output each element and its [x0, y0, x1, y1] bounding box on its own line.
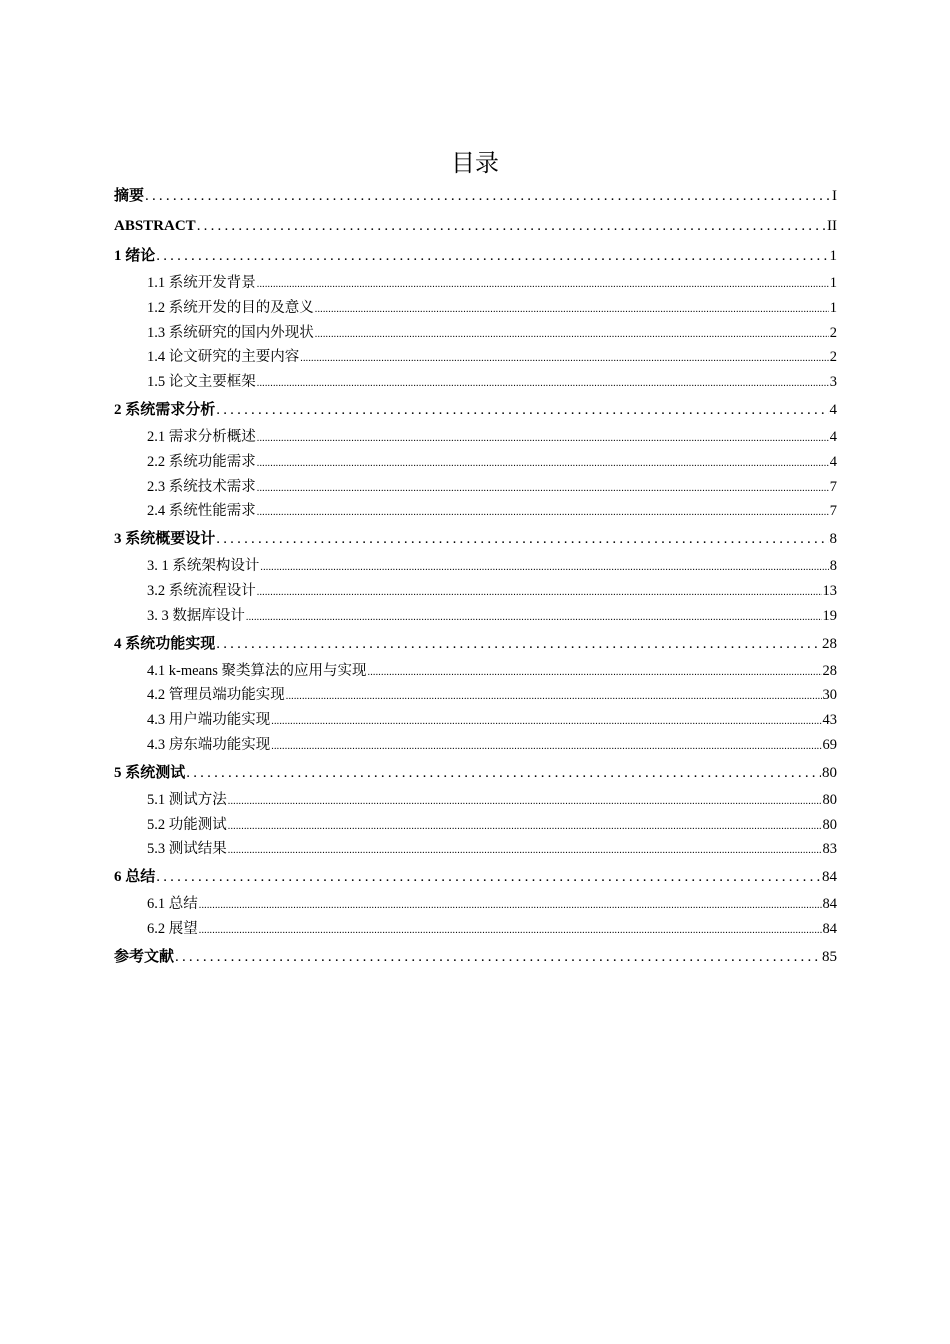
- dot-leader: [216, 630, 821, 659]
- dot-leader: [271, 710, 821, 735]
- toc-entry-page-number: 2: [829, 324, 837, 341]
- toc-entry-label: 5.2 功能测试: [147, 816, 227, 833]
- toc-entry-page-number: 28: [822, 662, 837, 679]
- toc-section-entry[interactable]: [114, 733, 837, 758]
- toc-entry-label: 2.3 系统技术需求: [147, 478, 256, 495]
- dot-leader: [228, 790, 822, 815]
- toc-section-entry[interactable]: [114, 604, 837, 629]
- toc-entry-label: 4.3 房东端功能实现: [147, 736, 271, 753]
- toc-section-entry[interactable]: [114, 659, 837, 684]
- toc-entry-page-number: 19: [822, 607, 837, 624]
- toc-section-entry[interactable]: [114, 321, 837, 346]
- toc-section-entry[interactable]: [114, 813, 837, 838]
- toc-section-entry[interactable]: [114, 271, 837, 296]
- toc-entry-label: 1.4 论文研究的主要内容: [147, 349, 300, 366]
- toc-section-entry[interactable]: [114, 917, 837, 942]
- dot-leader: [145, 182, 831, 211]
- toc-entry-label: 4 系统功能实现: [114, 635, 216, 652]
- toc-entry-label: 4.3 用户端功能实现: [147, 712, 271, 729]
- toc-entry-page-number: 8: [829, 531, 837, 548]
- toc-section-entry[interactable]: [114, 296, 837, 321]
- toc-chapter-entry[interactable]: [114, 212, 837, 241]
- dot-leader: [368, 661, 822, 686]
- dot-leader: [286, 685, 822, 710]
- toc-entry-label: 1.3 系统研究的国内外现状: [147, 324, 314, 341]
- dot-leader: [175, 943, 821, 972]
- toc-section-entry[interactable]: [114, 554, 837, 579]
- toc-entry-page-number: 7: [829, 503, 837, 520]
- dot-leader: [260, 556, 828, 581]
- toc-entry-page-number: 1: [829, 275, 837, 291]
- dot-leader: [257, 372, 829, 397]
- toc-entry-page-number: I: [832, 188, 837, 204]
- toc-section-entry[interactable]: [114, 892, 837, 917]
- toc-entry-label: 1.5 论文主要框架: [147, 374, 256, 391]
- dot-leader: [228, 815, 822, 840]
- toc-chapter-entry[interactable]: [114, 759, 837, 788]
- toc-entry-page-number: 13: [822, 582, 837, 599]
- dot-leader: [156, 863, 821, 892]
- toc-entry-page-number: 2: [829, 349, 837, 366]
- dot-leader: [257, 501, 829, 526]
- dot-leader: [257, 427, 829, 452]
- toc-entry-page-number: 43: [822, 712, 837, 729]
- toc-entry-page-number: 80: [822, 764, 837, 781]
- toc-section-entry[interactable]: [114, 370, 837, 395]
- dot-leader: [199, 919, 822, 944]
- dot-leader: [156, 242, 828, 271]
- toc-section-entry[interactable]: [114, 788, 837, 813]
- dot-leader: [271, 735, 821, 760]
- toc-entry-page-number: 4: [829, 453, 837, 470]
- toc-entry-label: 3 系统概要设计: [114, 531, 216, 548]
- dot-leader: [199, 894, 822, 919]
- toc-entry-label: 2 系统需求分析: [114, 401, 216, 418]
- toc-entry-label: 6.1 总结: [147, 896, 198, 913]
- toc-chapter-entry[interactable]: [114, 943, 837, 972]
- toc-chapter-entry[interactable]: [114, 182, 837, 211]
- toc-entry-page-number: 85: [822, 948, 837, 965]
- toc-entry-page-number: 7: [829, 478, 837, 495]
- toc-entry-page-number: 84: [822, 869, 837, 886]
- toc-chapter-entry[interactable]: [114, 396, 837, 425]
- toc-entry-label: 3. 1 系统架构设计: [147, 558, 260, 575]
- toc-entry-page-number: 8: [829, 558, 837, 575]
- toc-entry-page-number: 80: [822, 791, 837, 808]
- toc-entry-label: 1.2 系统开发的目的及意义: [147, 299, 314, 316]
- toc-section-entry[interactable]: [114, 499, 837, 524]
- toc-entry-label: 4.2 管理员端功能实现: [147, 687, 285, 704]
- toc-entry-label: 摘要: [114, 188, 145, 204]
- toc-section-entry[interactable]: [114, 579, 837, 604]
- table-of-contents: [114, 181, 837, 972]
- toc-entry-label: 6 总结: [114, 869, 156, 886]
- toc-entry-page-number: 4: [829, 401, 837, 418]
- page-title: 目录: [451, 149, 499, 177]
- toc-chapter-entry[interactable]: [114, 525, 837, 554]
- toc-section-entry[interactable]: [114, 837, 837, 862]
- dot-leader: [216, 396, 828, 425]
- toc-entry-label: 4.1 k-means 聚类算法的应用与实现: [147, 662, 367, 679]
- toc-chapter-entry[interactable]: [114, 863, 837, 892]
- toc-entry-page-number: 1: [829, 248, 837, 264]
- toc-section-entry[interactable]: [114, 425, 837, 450]
- toc-entry-label: 3.2 系统流程设计: [147, 582, 256, 599]
- dot-leader: [246, 606, 822, 631]
- dot-leader: [315, 298, 829, 323]
- toc-entry-label: 2.2 系统功能需求: [147, 453, 256, 470]
- toc-section-entry[interactable]: [114, 475, 837, 500]
- toc-entry-label: 参考文献: [114, 948, 175, 965]
- toc-section-entry[interactable]: [114, 683, 837, 708]
- toc-entry-label: 6.2 展望: [147, 920, 198, 937]
- toc-entry-page-number: 1: [829, 299, 837, 316]
- toc-entry-page-number: 84: [822, 896, 837, 913]
- toc-entry-page-number: 28: [822, 635, 837, 652]
- toc-chapter-entry[interactable]: [114, 630, 837, 659]
- dot-leader: [228, 839, 822, 864]
- dot-leader: [257, 273, 829, 298]
- toc-section-entry[interactable]: [114, 708, 837, 733]
- toc-entry-page-number: 3: [829, 374, 837, 391]
- dot-leader: [300, 347, 829, 372]
- dot-leader: [257, 581, 822, 606]
- toc-entry-page-number: II: [827, 218, 837, 234]
- dot-leader: [315, 323, 829, 348]
- toc-entry-page-number: 69: [822, 736, 837, 753]
- toc-entry-label: 1 绪论: [114, 248, 156, 264]
- dot-leader: [186, 759, 821, 788]
- toc-entry-label: 3. 3 数据库设计: [147, 607, 245, 624]
- toc-entry-label: 5.1 测试方法: [147, 791, 227, 808]
- toc-entry-label: 5 系统测试: [114, 764, 186, 781]
- toc-section-entry[interactable]: [114, 450, 837, 475]
- toc-entry-page-number: 80: [822, 816, 837, 833]
- toc-entry-label: 2.4 系统性能需求: [147, 503, 256, 520]
- toc-entry-label: 2.1 需求分析概述: [147, 428, 256, 445]
- dot-leader: [216, 525, 828, 554]
- dot-leader: [257, 477, 829, 502]
- toc-entry-label: 5.3 测试结果: [147, 841, 227, 858]
- toc-entry-page-number: 84: [822, 920, 837, 937]
- toc-chapter-entry[interactable]: [114, 242, 837, 271]
- toc-entry-label: 1.1 系统开发背景: [147, 275, 256, 291]
- toc-entry-page-number: 83: [822, 841, 837, 858]
- toc-entry-page-number: 4: [829, 428, 837, 445]
- toc-section-entry[interactable]: [114, 345, 837, 370]
- dot-leader: [197, 212, 826, 241]
- dot-leader: [257, 452, 829, 477]
- toc-entry-page-number: 30: [822, 687, 837, 704]
- toc-entry-label: ABSTRACT: [114, 218, 196, 234]
